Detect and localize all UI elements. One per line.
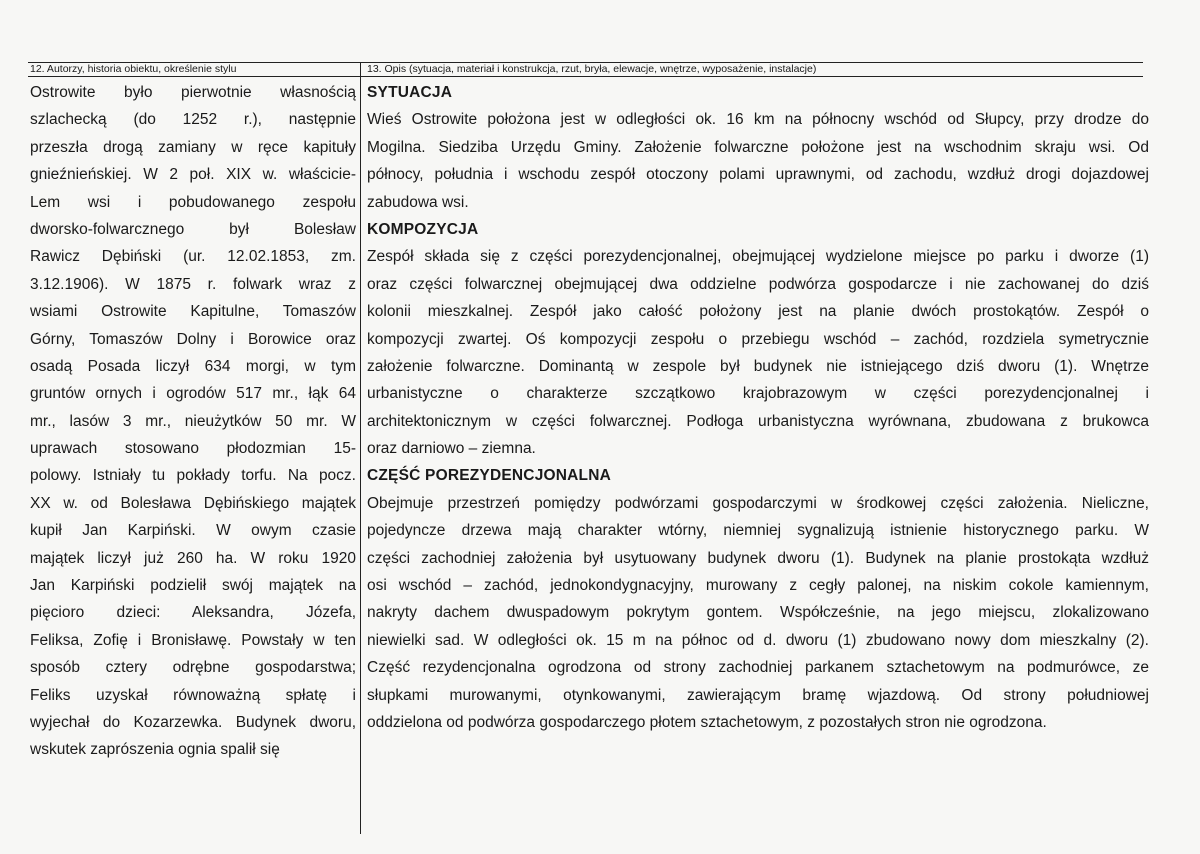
description-text-line: założenie folwarczne. Dominantą w zespole był budynek nie istniejącego dziś dworu (1). Wnętrze bbox=[367, 357, 1149, 375]
history-text-line: majątek liczył już 260 ha. W roku 1920 bbox=[30, 549, 356, 567]
description-text-line: osi wschód – zachód, jednokondygnacyjny, murowany z cegły palonej, na niskim cokole kamiennym, bbox=[367, 577, 1149, 595]
history-text-line: gnieźnieńskiej. W 2 poł. XIX w. właścicie- bbox=[30, 166, 356, 184]
history-text-line: XX w. od Bolesława Dębińskiego majątek bbox=[30, 494, 356, 512]
history-text-line: szlachecką (do 1252 r.), następnie bbox=[30, 111, 356, 129]
description-column bbox=[367, 79, 1149, 736]
history-text-line: wskutek zaprószenia ognia spalił się bbox=[30, 741, 280, 759]
description-text-line: zabudowa wsi. bbox=[367, 193, 469, 211]
history-text-line: Górny, Tomaszów Dolny i Borowice oraz bbox=[30, 330, 356, 348]
description-text-line: oddzielona od podwórza gospodarczego płotem sztachetowym, z pozostałych stron nie ogrodzona. bbox=[367, 713, 1047, 731]
description-text-line: Zespół składa się z części porezydencjonalnej, obejmującej wydzielone miejsce po parku i dworze (1) bbox=[367, 248, 1149, 266]
history-text-line: pięcioro dzieci: Aleksandra, Józefa, bbox=[30, 604, 356, 622]
history-text-line: gruntów ornych i ogrodów 517 mr., łąk 64 bbox=[30, 385, 356, 403]
history-text-line: Feliksa, Zofię i Bronisławę. Powstały w ten bbox=[30, 631, 356, 649]
description-text-line: Obejmuje przestrzeń pomiędzy podwórzami gospodarczymi w środkowej części założenia. Nieliczne, bbox=[367, 494, 1149, 512]
description-text-line: Część rezydencjonalna ogrodzona od strony zachodniej parkanem sztachetowym na podmurówce, ze bbox=[367, 659, 1149, 677]
history-text-line: uprawach stosowano płodozmian 15- bbox=[30, 440, 356, 458]
description-text-line: Mogilna. Siedziba Urzędu Gminy. Założenie folwarczne położone jest na wschodnim skraju wsi. Od bbox=[367, 138, 1149, 156]
history-text-line: kupił Jan Karpiński. W owym czasie bbox=[30, 522, 356, 540]
header-authors-history: 12. Autorzy, historia obiektu, określenie stylu bbox=[30, 63, 237, 75]
history-column bbox=[30, 79, 356, 764]
description-text-line: oraz części folwarcznej obejmującej dwa oddzielne podwórza gospodarcze i nie zachowanej do dziś bbox=[367, 275, 1149, 293]
header-description: 13. Opis (sytuacja, materiał i konstrukcja, rzut, bryła, elewacje, wnętrze, wyposażenie, instalacje) bbox=[367, 63, 817, 75]
history-text-line: polowy. Istniały tu pokłady torfu. Na pocz. bbox=[30, 467, 356, 485]
section-heading: SYTUACJA bbox=[367, 84, 453, 101]
history-text-line: wsiami Ostrowite Kapitulne, Tomaszów bbox=[30, 303, 356, 321]
history-text-line: przeszła drogą zamiany w ręce kapituły bbox=[30, 138, 356, 156]
description-text-line: niewielki sad. W odległości ok. 15 m na północ od d. dworu (1) zbudowano nowy dom mieszkalny (2). bbox=[367, 631, 1149, 649]
header-rule bbox=[28, 76, 1143, 77]
history-text-line: 3.12.1906). W 1875 r. folwark wraz z bbox=[30, 275, 356, 293]
history-text-line: wyjechał do Kozarzewka. Budynek dworu, bbox=[30, 713, 356, 731]
description-text-line: pojedyncze drzewa mają charakter wtórny, niemniej sygnalizują istnienie historycznego parku. W bbox=[367, 522, 1149, 540]
history-text-line: Ostrowite było pierwotnie własnością bbox=[30, 84, 356, 101]
history-text-line: osadą Posada liczył 634 morgi, w tym bbox=[30, 357, 356, 375]
description-text-line: kompozycji zwartej. Oś kompozycji zespołu o przebiegu wschód – zachód, rozdziela symetrycznie bbox=[367, 330, 1149, 348]
history-text-line: mr., lasów 3 mr., nieużytków 50 mr. W bbox=[30, 412, 356, 430]
description-text-line: kolonii mieszkalnej. Zespół jako całość położony jest na planie dwóch prostokątów. Zespół o bbox=[367, 303, 1149, 321]
history-text-line: Jan Karpiński podzielił swój majątek na bbox=[30, 577, 356, 595]
description-text-line: oraz darniowo – ziemna. bbox=[367, 440, 536, 458]
description-text-line: urbanistyczne o charakterze szczątkowo krajobrazowym w części porezydencjonalnej i bbox=[367, 385, 1149, 403]
description-text-line: północy, południa i wschodu zespół otoczony polami uprawnymi, od zachodu, wzdłuż drogi dojazdowej bbox=[367, 166, 1149, 184]
history-text-line: Rawicz Dębiński (ur. 12.02.1853, zm. bbox=[30, 248, 356, 266]
description-text-line: architektonicznym w części folwarcznej. Podłoga urbanistyczna wyrównana, zbudowana z brukowca bbox=[367, 412, 1149, 430]
column-divider bbox=[360, 62, 361, 834]
history-text-line: sposób cztery odrębne gospodarstwa; bbox=[30, 659, 356, 677]
description-text-line: słupkami murowanymi, otynkowanymi, zawierającym bramę wjazdową. Od strony południowej bbox=[367, 686, 1149, 704]
description-text-line: części zachodniej założenia był usytuowany budynek dworu (1). Budynek na planie prostokąta wzdłuż bbox=[367, 549, 1149, 567]
section-heading: CZĘŚĆ POREZYDENCJONALNA bbox=[367, 467, 612, 485]
history-text-line: Feliks uzyskał równoważną spłatę i bbox=[30, 686, 356, 704]
history-text-line: Lem wsi i pobudowanego zespołu bbox=[30, 193, 356, 211]
description-text-line: nakryty dachem dwuspadowym pokrytym gontem. Współcześnie, na jego miejscu, zlokalizowano bbox=[367, 604, 1149, 622]
section-heading: KOMPOZYCJA bbox=[367, 220, 479, 238]
description-text-line: Wieś Ostrowite położona jest w odległości ok. 16 km na północny wschód od Słupcy, przy drodze do bbox=[367, 111, 1149, 129]
history-text-line: dworsko-folwarcznego był Bolesław bbox=[30, 220, 356, 238]
